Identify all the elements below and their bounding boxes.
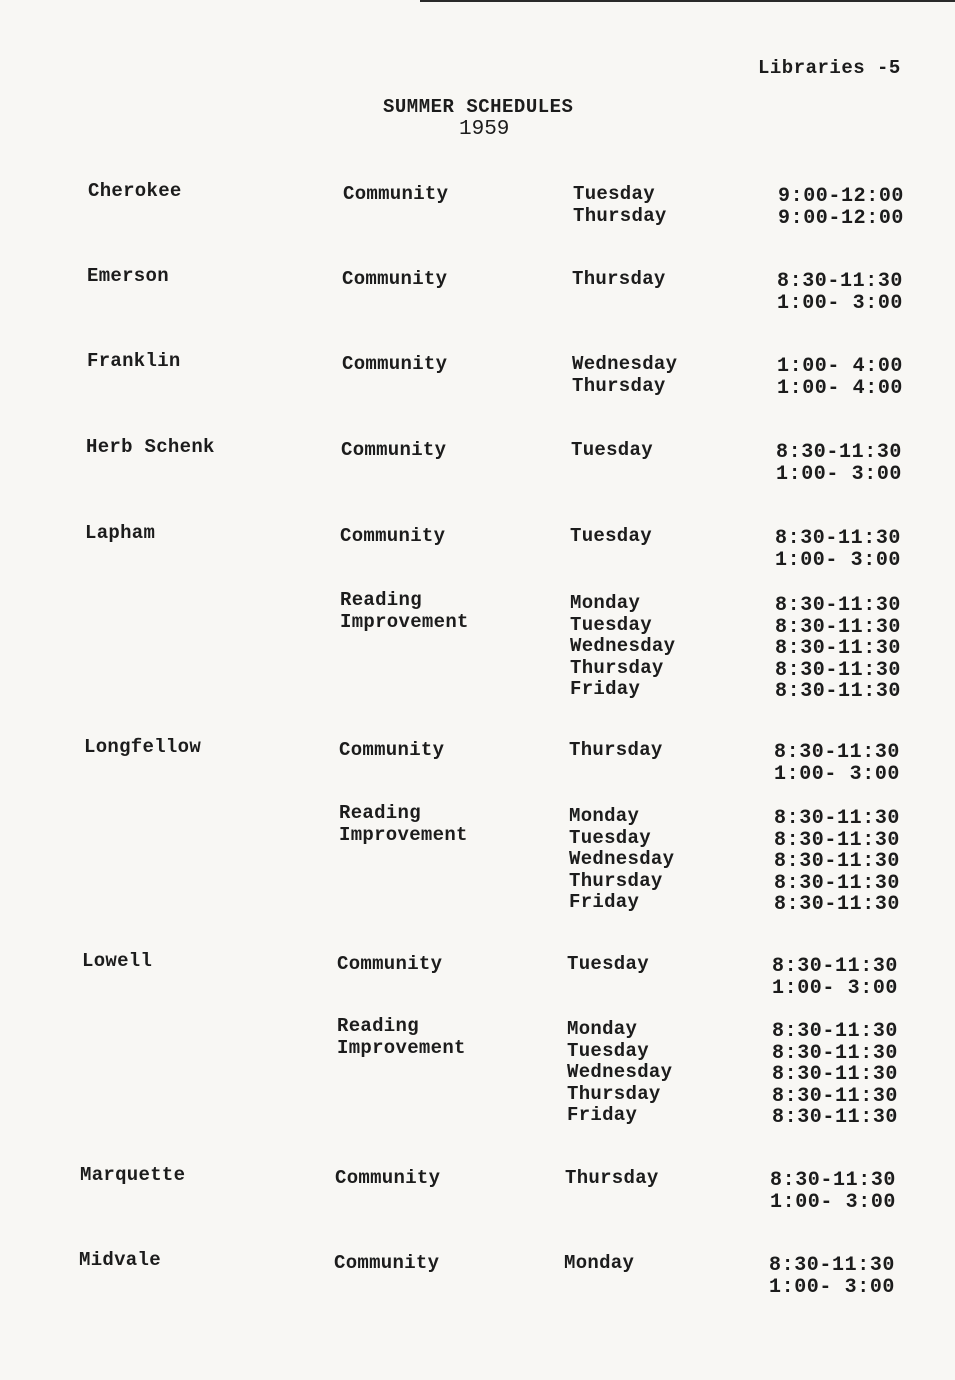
schedule-days — [572, 269, 666, 291]
schedule-times-line: 9:00-12:00 — [778, 206, 905, 230]
schedule-times-line: 8:30-11:30 — [774, 850, 901, 873]
program-name — [339, 803, 468, 846]
schedule-days-line: Thursday — [572, 268, 666, 290]
schedule-times-line: 8:30-11:30 — [770, 1169, 897, 1192]
schedule-times-line: 1:00- 3:00 — [776, 462, 903, 486]
program-name — [340, 590, 469, 633]
schedule-times-line: 1:00- 3:00 — [769, 1275, 896, 1299]
page-reference: Libraries -5 — [758, 57, 901, 79]
schedule-times — [769, 1255, 895, 1298]
schedule-times — [775, 528, 901, 571]
program-name — [340, 526, 445, 548]
schedule-days-line: Friday — [570, 678, 641, 700]
schedule-title: SUMMER SCHEDULES — [383, 96, 574, 118]
schedule-days-line: Monday — [564, 1252, 635, 1274]
program-name-line: Community — [341, 439, 447, 461]
schedule-days-line: Monday — [567, 1018, 638, 1040]
program-name-line: Reading — [339, 802, 421, 824]
schedule-times-line: 8:30-11:30 — [774, 741, 901, 764]
schedule-times-line: 8:30-11:30 — [772, 1020, 899, 1043]
schedule-days-line: Thursday — [565, 1167, 659, 1189]
schedule-times-line: 8:30-11:30 — [775, 594, 902, 617]
schedule-times — [778, 186, 904, 229]
schedule-days — [572, 354, 677, 397]
program-name — [334, 1253, 439, 1275]
schedule-days-line: Thursday — [570, 656, 664, 679]
schedule-times-line: 1:00- 3:00 — [774, 762, 901, 786]
schedule-days-line: Friday — [567, 1104, 638, 1126]
schedule-days — [570, 526, 652, 548]
program-name-line: Community — [335, 1167, 441, 1189]
schedule-times-line: 1:00- 3:00 — [772, 976, 899, 1000]
schedule-days-line: Wednesday — [567, 1061, 673, 1083]
schedule-times-line: 8:30-11:30 — [772, 1041, 899, 1065]
schedule-times — [774, 808, 900, 916]
program-name — [337, 1016, 466, 1059]
program-name — [341, 440, 446, 462]
program-name — [339, 740, 444, 762]
schedule-days-line: Thursday — [572, 374, 666, 397]
school-name: Franklin — [87, 350, 181, 372]
schedule-times — [777, 271, 903, 314]
school-name: Lapham — [85, 522, 156, 544]
program-name-line: Reading — [340, 589, 422, 611]
schedule-days — [567, 954, 649, 976]
schedule-times-line: 8:30-11:30 — [776, 441, 903, 464]
program-name-line: Community — [342, 268, 448, 290]
school-name: Emerson — [87, 265, 169, 287]
schedule-days-line: Tuesday — [567, 1039, 649, 1062]
schedule-times-line: 1:00- 4:00 — [777, 376, 904, 400]
schedule-times — [770, 1170, 896, 1213]
schedule-days — [565, 1168, 659, 1190]
schedule-days-line: Tuesday — [573, 183, 655, 205]
schedule-times-line: 9:00-12:00 — [778, 185, 905, 208]
schedule-days-line: Tuesday — [569, 826, 651, 849]
schedule-times-line: 8:30-11:30 — [775, 637, 902, 660]
school-name: Herb Schenk — [86, 436, 215, 458]
schedule-times — [772, 1021, 898, 1129]
schedule-days-line: Wednesday — [570, 635, 676, 657]
schedule-times-line: 8:30-11:30 — [774, 871, 901, 895]
schedule-days-line: Wednesday — [569, 848, 675, 870]
schedule-times-line: 1:00- 3:00 — [775, 548, 902, 572]
schedule-times — [777, 356, 903, 399]
schedule-times-line: 8:30-11:30 — [772, 1106, 899, 1129]
schedule-days-line: Tuesday — [570, 613, 652, 636]
school-name: Midvale — [79, 1249, 161, 1271]
schedule-days-line: Tuesday — [570, 525, 652, 547]
schedule-times-line: 1:00- 3:00 — [770, 1190, 897, 1214]
schedule-times — [772, 956, 898, 999]
program-name — [342, 269, 447, 291]
schedule-days — [569, 740, 663, 762]
schedule-days-line: Thursday — [567, 1082, 661, 1105]
schedule-times-line: 8:30-11:30 — [774, 807, 901, 830]
schedule-days — [567, 1019, 672, 1127]
school-name: Longfellow — [84, 736, 202, 758]
schedule-times — [774, 742, 900, 785]
program-name-line: Community — [340, 525, 446, 547]
schedule-times-line: 1:00- 4:00 — [777, 355, 904, 378]
schedule-times-line: 1:00- 3:00 — [777, 291, 904, 315]
schedule-times-line: 8:30-11:30 — [775, 527, 902, 550]
program-name-line: Community — [334, 1252, 440, 1274]
program-name-line: Reading — [337, 1015, 419, 1037]
schedule-days-line: Thursday — [573, 204, 667, 227]
schedule-days-line: Friday — [569, 891, 640, 913]
schedule-days-line: Tuesday — [567, 953, 649, 975]
schedule-times-line: 8:30-11:30 — [772, 1063, 899, 1086]
schedule-days — [570, 593, 675, 701]
schedule-times-line: 8:30-11:30 — [774, 828, 901, 852]
school-name: Lowell — [82, 950, 153, 972]
program-name-line: Community — [342, 353, 448, 375]
schedule-times-line: 8:30-11:30 — [774, 893, 901, 916]
schedule-times-line: 8:30-11:30 — [775, 680, 902, 703]
schedule-days — [573, 184, 667, 227]
schedule-days-line: Wednesday — [572, 353, 678, 375]
program-name — [342, 354, 447, 376]
schedule-days-line: Monday — [570, 592, 641, 614]
program-name — [343, 184, 448, 206]
schedule-times-line: 8:30-11:30 — [769, 1254, 896, 1277]
schedule-days — [569, 806, 674, 914]
schedule-times-line: 8:30-11:30 — [775, 615, 902, 639]
schedule-times-line: 8:30-11:30 — [775, 658, 902, 682]
program-name — [337, 954, 442, 976]
program-name-line: Improvement — [340, 610, 469, 633]
schedule-days-line: Monday — [569, 805, 640, 827]
program-name-line: Community — [339, 739, 445, 761]
program-name-line: Community — [343, 183, 449, 205]
schedule-times — [775, 595, 901, 703]
school-name: Cherokee — [88, 180, 182, 202]
schedule-days — [564, 1253, 634, 1275]
schedule-year: 1959 — [459, 118, 510, 141]
school-name: Marquette — [80, 1164, 186, 1186]
program-name — [335, 1168, 440, 1190]
schedule-times — [776, 442, 902, 485]
schedule-times-line: 8:30-11:30 — [772, 1084, 899, 1108]
program-name-line: Community — [337, 953, 443, 975]
schedule-days-line: Tuesday — [571, 439, 653, 461]
program-name-line: Improvement — [337, 1036, 466, 1059]
top-edge-rule — [420, 0, 955, 2]
program-name-line: Improvement — [339, 823, 468, 846]
schedule-days-line: Thursday — [569, 869, 663, 892]
schedule-days — [571, 440, 653, 462]
schedule-times-line: 8:30-11:30 — [772, 955, 899, 978]
schedule-days-line: Thursday — [569, 739, 663, 761]
schedule-times-line: 8:30-11:30 — [777, 270, 904, 293]
